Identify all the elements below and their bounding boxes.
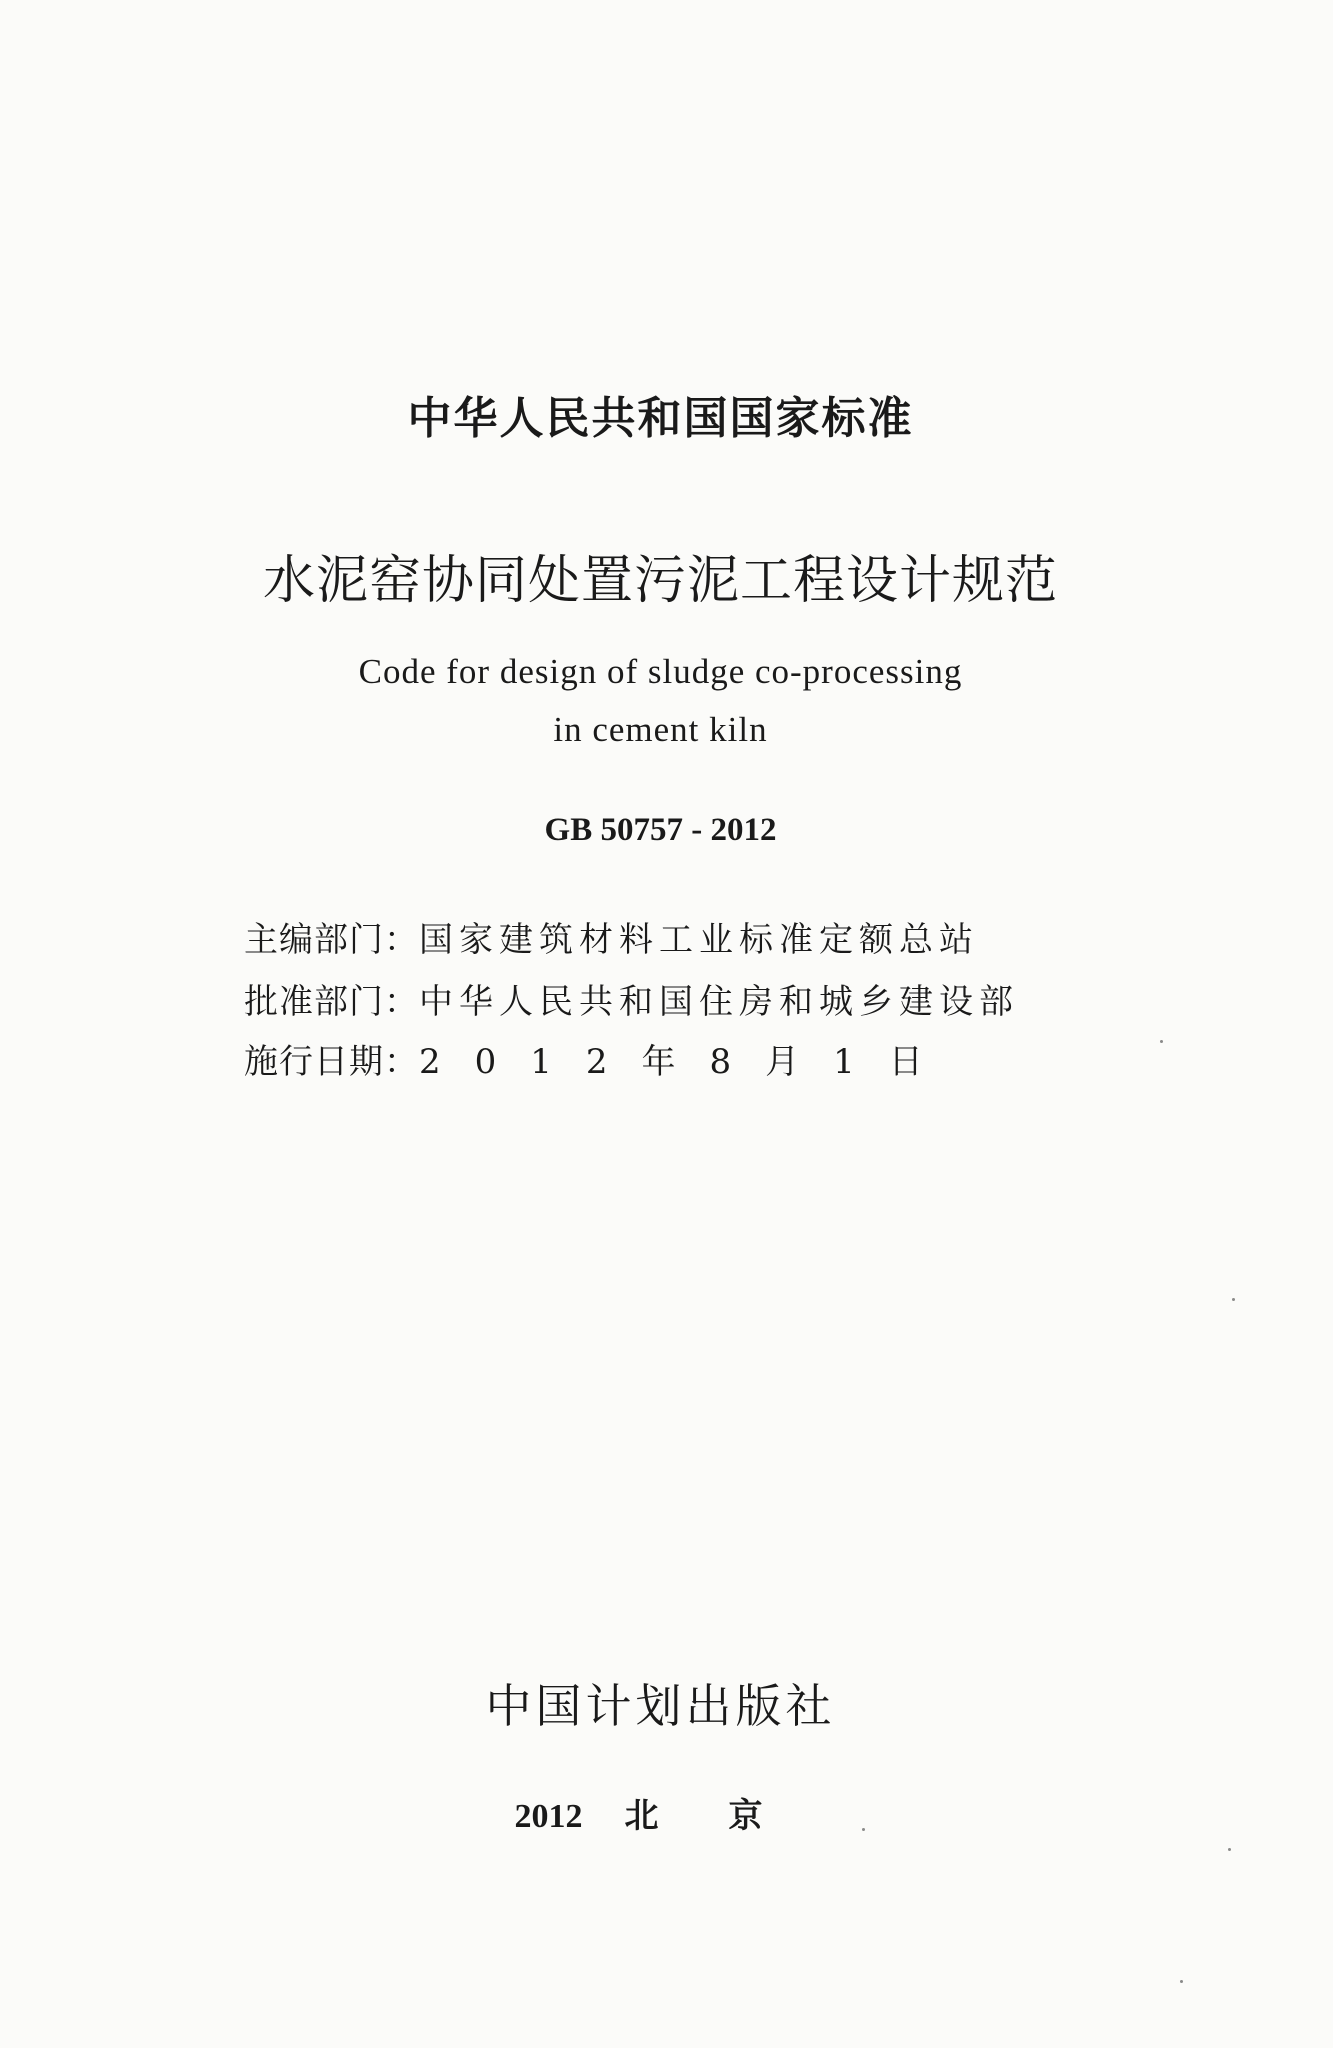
standard-code: GB 50757 - 2012 — [544, 812, 777, 848]
document-title-en-line-2: in cement kiln — [553, 710, 768, 749]
approver-label: 批准部门： — [244, 982, 419, 1022]
scan-speck — [1180, 1980, 1183, 1983]
editor-value: 国家建筑材料工业标准定额总站 — [419, 920, 979, 960]
scan-speck — [1160, 1040, 1163, 1043]
effective-date-label: 施行日期： — [244, 1042, 419, 1082]
approver-value: 中华人民共和国住房和城乡建设部 — [419, 982, 1019, 1022]
effective-date-row — [244, 1034, 957, 1083]
editor-row — [244, 912, 979, 961]
standard-series-heading: 中华人民共和国国家标准 — [407, 393, 914, 444]
scan-speck — [1232, 1298, 1235, 1301]
scan-speck — [862, 1828, 865, 1831]
effective-date-value: 2012年8月1日 — [419, 1042, 957, 1082]
imprint-year: 2012 — [514, 1798, 583, 1835]
publisher-name: 中国计划出版社 — [485, 1679, 836, 1733]
approver-row — [244, 974, 1019, 1023]
scan-speck — [1228, 1848, 1231, 1851]
imprint-footer — [0, 1788, 1305, 1837]
imprint-city-char-1: 北 — [624, 1798, 659, 1835]
editor-label: 主编部门： — [244, 920, 419, 960]
document-title-cn: 水泥窑协同处置污泥工程设计规范 — [262, 551, 1058, 611]
imprint-city-char-2: 京 — [728, 1798, 763, 1835]
document-title-en-line-1: Code for design of sludge co-processing — [358, 652, 963, 691]
